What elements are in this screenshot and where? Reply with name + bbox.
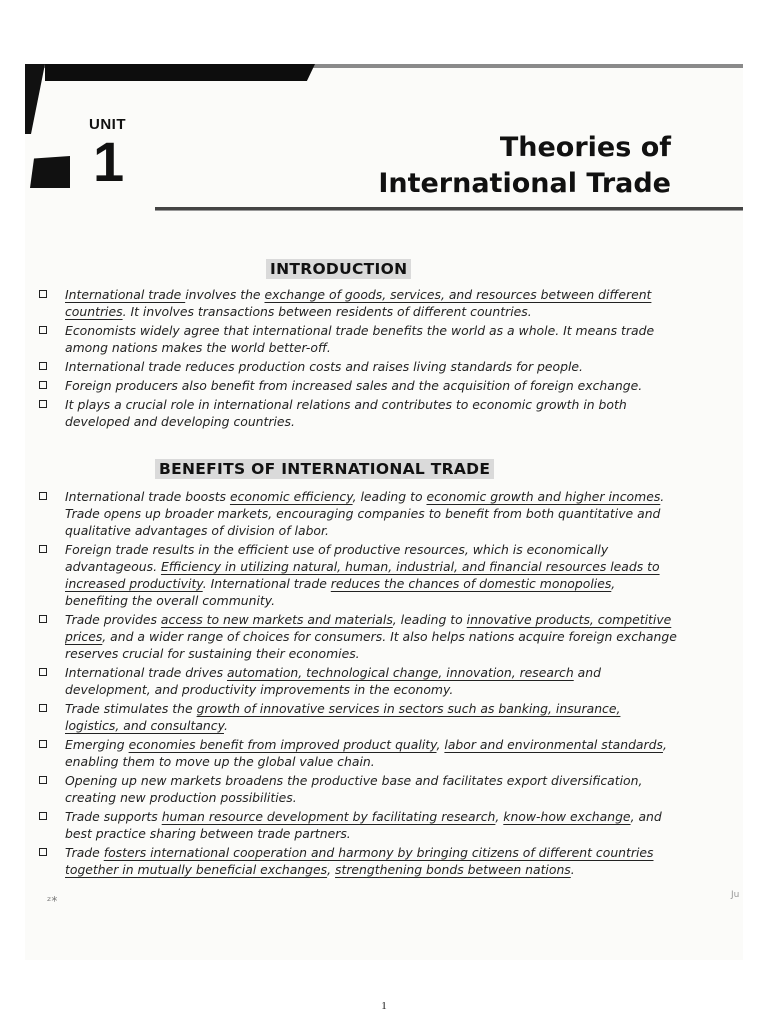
bullet-text: . (223, 718, 228, 733)
header-black-bar (45, 64, 315, 81)
benefits-heading: BENEFITS OF INTERNATIONAL TRADE (155, 459, 494, 479)
introduction-heading: INTRODUCTION (266, 259, 411, 279)
bullet-text: . Trade opens up broader markets, encouraging companies to benefit from both quantitative and qualitative advantages of division of labor. (65, 489, 665, 538)
bullet-text: Trade supports (65, 809, 162, 824)
underlined-text: fosters international cooperation and harmony by bringing citizens of different countries together in mutually beneficial exchanges (65, 845, 654, 877)
bullet-item (37, 541, 677, 609)
underlined-text: innovative products, competitive prices (65, 612, 672, 644)
bullet-text: . It involves transactions between residents of different countries. (122, 304, 532, 319)
unit-tab-marker (30, 156, 70, 188)
bullet-text: International trade drives (65, 665, 227, 680)
bullet-item (37, 664, 677, 698)
bullet-text: International trade reduces production costs and raises living standards for people. (65, 359, 583, 374)
bullet-item (37, 772, 677, 806)
underlined-text: economies benefit from improved product quality (128, 737, 437, 752)
underlined-text: strengthening bonds between nations (335, 862, 571, 877)
unit-number: 1 (93, 130, 125, 193)
bullet-text: Foreign trade results in the efficient use of productive resources, which is economically advantageous. (65, 542, 609, 574)
pencil-mark: ᶻ* (47, 894, 58, 908)
bullet-item (37, 377, 677, 394)
bullet-text: , (495, 809, 504, 824)
unit-label: UNIT (89, 116, 126, 133)
checkbox-bullet-icon (39, 400, 47, 408)
underlined-text: human resource development by facilitating research (161, 809, 496, 824)
introduction-list (37, 286, 677, 432)
bullet-text: , leading to (352, 489, 427, 504)
bullet-item (37, 322, 677, 356)
bullet-text: Foreign producers also benefit from increased sales and the acquisition of foreign exchange. (65, 378, 643, 393)
bullet-item (37, 808, 677, 842)
bullet-text: Opening up new markets broadens the productive base and facilitates export diversification, creating new production possibilities. (65, 773, 643, 805)
checkbox-bullet-icon (39, 812, 47, 820)
bullet-text: involves the (185, 287, 265, 302)
title-rule (155, 207, 743, 211)
margin-mark: Ju (731, 890, 740, 900)
bullet-item (37, 286, 677, 320)
bullet-item (37, 611, 677, 662)
underlined-text: reduces the chances of domestic monopolies (330, 576, 612, 591)
bullet-item (37, 700, 677, 734)
benefits-list (37, 488, 677, 880)
bullet-item (37, 488, 677, 539)
underlined-text: growth of innovative services in sectors such as banking, insurance, logistics, and consultancy (65, 701, 621, 733)
chapter-title-line-2: International Trade (378, 168, 671, 199)
underlined-text: automation, technological change, innovation, research (226, 665, 574, 680)
bullet-text: Trade provides (65, 612, 161, 627)
bullet-text: , and a wider range of choices for consumers. It also helps nations acquire foreign exchange reserves crucial for sustaining their economies. (65, 629, 677, 661)
checkbox-bullet-icon (39, 290, 47, 298)
bullet-item (37, 844, 677, 878)
checkbox-bullet-icon (39, 776, 47, 784)
underlined-text: Efficiency in utilizing natural, human, industrial, and financial resources leads to increased productivity (65, 559, 660, 591)
chapter-title-line-1: Theories of (499, 132, 671, 163)
checkbox-bullet-icon (39, 492, 47, 500)
bullet-item (37, 396, 677, 430)
bullet-text: , and best practice sharing between trade partners. (65, 809, 662, 841)
bullet-text: , (436, 737, 445, 752)
checkbox-bullet-icon (39, 545, 47, 553)
underlined-text: economic growth and higher incomes (426, 489, 661, 504)
checkbox-bullet-icon (39, 362, 47, 370)
left-edge-mark (25, 64, 45, 134)
checkbox-bullet-icon (39, 326, 47, 334)
underlined-text: know-how exchange (503, 809, 631, 824)
bullet-item (37, 736, 677, 770)
bullet-item (37, 358, 677, 375)
bullet-text: . International trade (202, 576, 331, 591)
bullet-text: , leading to (392, 612, 467, 627)
book-page (25, 64, 743, 960)
page-number: 1 (381, 1000, 387, 1012)
bullet-text: Economists widely agree that international trade benefits the world as a whole. It means trade among nations makes the world better-off. (65, 323, 655, 355)
checkbox-bullet-icon (39, 740, 47, 748)
checkbox-bullet-icon (39, 704, 47, 712)
checkbox-bullet-icon (39, 381, 47, 389)
underlined-text: labor and environmental standards (444, 737, 663, 752)
bullet-text: and development, and productivity improvements in the economy. (65, 665, 601, 697)
checkbox-bullet-icon (39, 615, 47, 623)
chapter-title (378, 130, 671, 202)
checkbox-bullet-icon (39, 668, 47, 676)
bullet-text: Trade (65, 845, 104, 860)
bullet-text: , enabling them to move up the global value chain. (65, 737, 667, 769)
bullet-text: International trade boosts (65, 489, 230, 504)
bullet-text: , (327, 862, 336, 877)
underlined-text: exchange of goods, services, and resources between different countries (65, 287, 652, 319)
bullet-text: It plays a crucial role in international relations and contributes to economic growth in both developed and developing countries. (65, 397, 627, 429)
bullet-text: Emerging (65, 737, 129, 752)
underlined-text: access to new markets and materials (160, 612, 393, 627)
bullet-text: Trade stimulates the (65, 701, 197, 716)
bullet-text: . (570, 862, 575, 877)
bullet-text: , benefiting the overall community. (65, 576, 616, 608)
checkbox-bullet-icon (39, 848, 47, 856)
underlined-text: International trade (65, 287, 186, 302)
underlined-text: economic efficiency (229, 489, 353, 504)
